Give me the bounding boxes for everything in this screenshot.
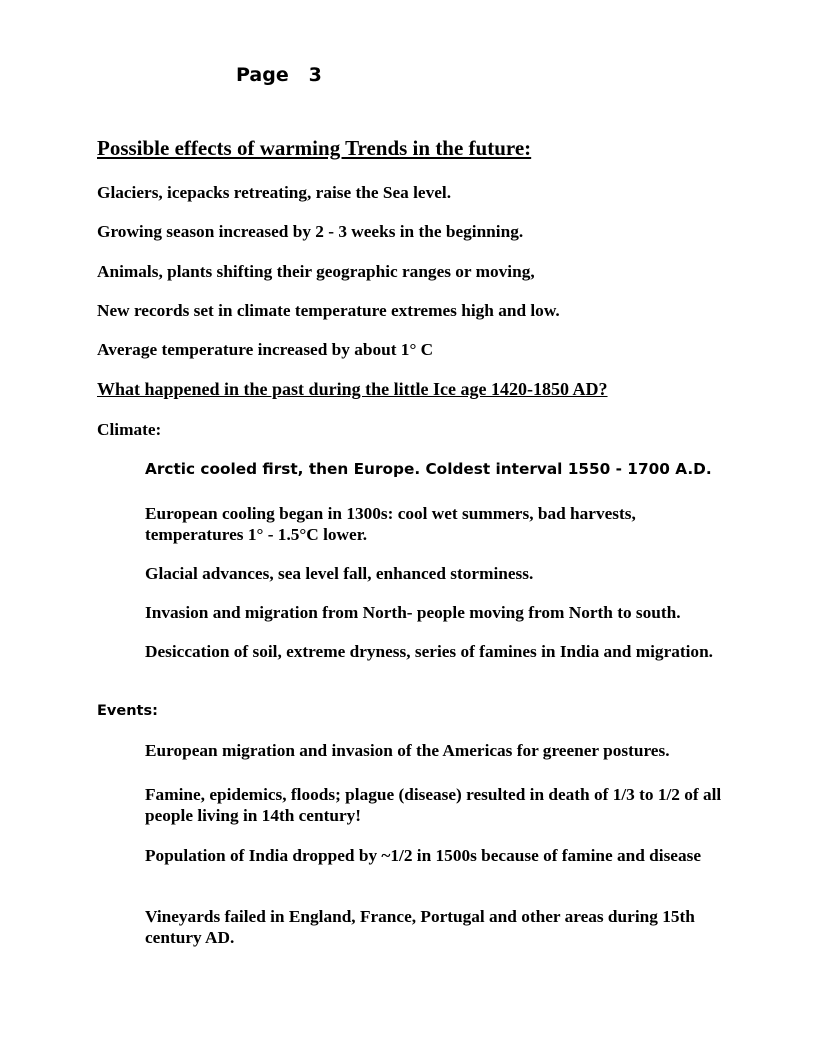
future-effect-item: New records set in climate temperature extremes high and low. <box>97 301 560 320</box>
future-effects-heading: Possible effects of warming Trends in the future: <box>97 136 532 160</box>
future-effect-item: Average temperature increased by about 1° C <box>97 340 434 359</box>
event-item: Vineyards failed in England, France, Portugal and other areas during 15th century AD. <box>145 907 695 947</box>
future-effect-item: Animals, plants shifting their geographic ranges or moving, <box>97 262 535 281</box>
climate-item: Glacial advances, sea level fall, enhanced storminess. <box>145 564 534 583</box>
page-number: Page 3 <box>236 64 322 86</box>
climate-item: Desiccation of soil, extreme dryness, series of famines in India and migration. <box>145 642 714 661</box>
event-item: Population of India dropped by ~1/2 in 1500s because of famine and disease <box>145 846 702 865</box>
event-item: Famine, epidemics, floods; plague (disease) resulted in death of 1/3 to 1/2 of all people living in 14th century! <box>145 785 722 825</box>
climate-label: Climate: <box>97 420 162 439</box>
event-item: European migration and invasion of the Americas for greener postures. <box>145 741 670 760</box>
climate-item: Arctic cooled first, then Europe. Coldest interval 1550 - 1700 A.D. <box>145 460 712 478</box>
little-ice-age-heading: What happened in the past during the little Ice age 1420-1850 AD? <box>97 379 608 399</box>
climate-item: Invasion and migration from North- people moving from North to south. <box>145 603 681 622</box>
future-effect-item: Growing season increased by 2 - 3 weeks in the beginning. <box>97 222 524 241</box>
events-label: Events: <box>97 703 158 719</box>
climate-item: European cooling began in 1300s: cool wet summers, bad harvests, temperatures 1° - 1.5°C lower. <box>145 504 636 544</box>
future-effect-item: Glaciers, icepacks retreating, raise the Sea level. <box>97 183 452 202</box>
